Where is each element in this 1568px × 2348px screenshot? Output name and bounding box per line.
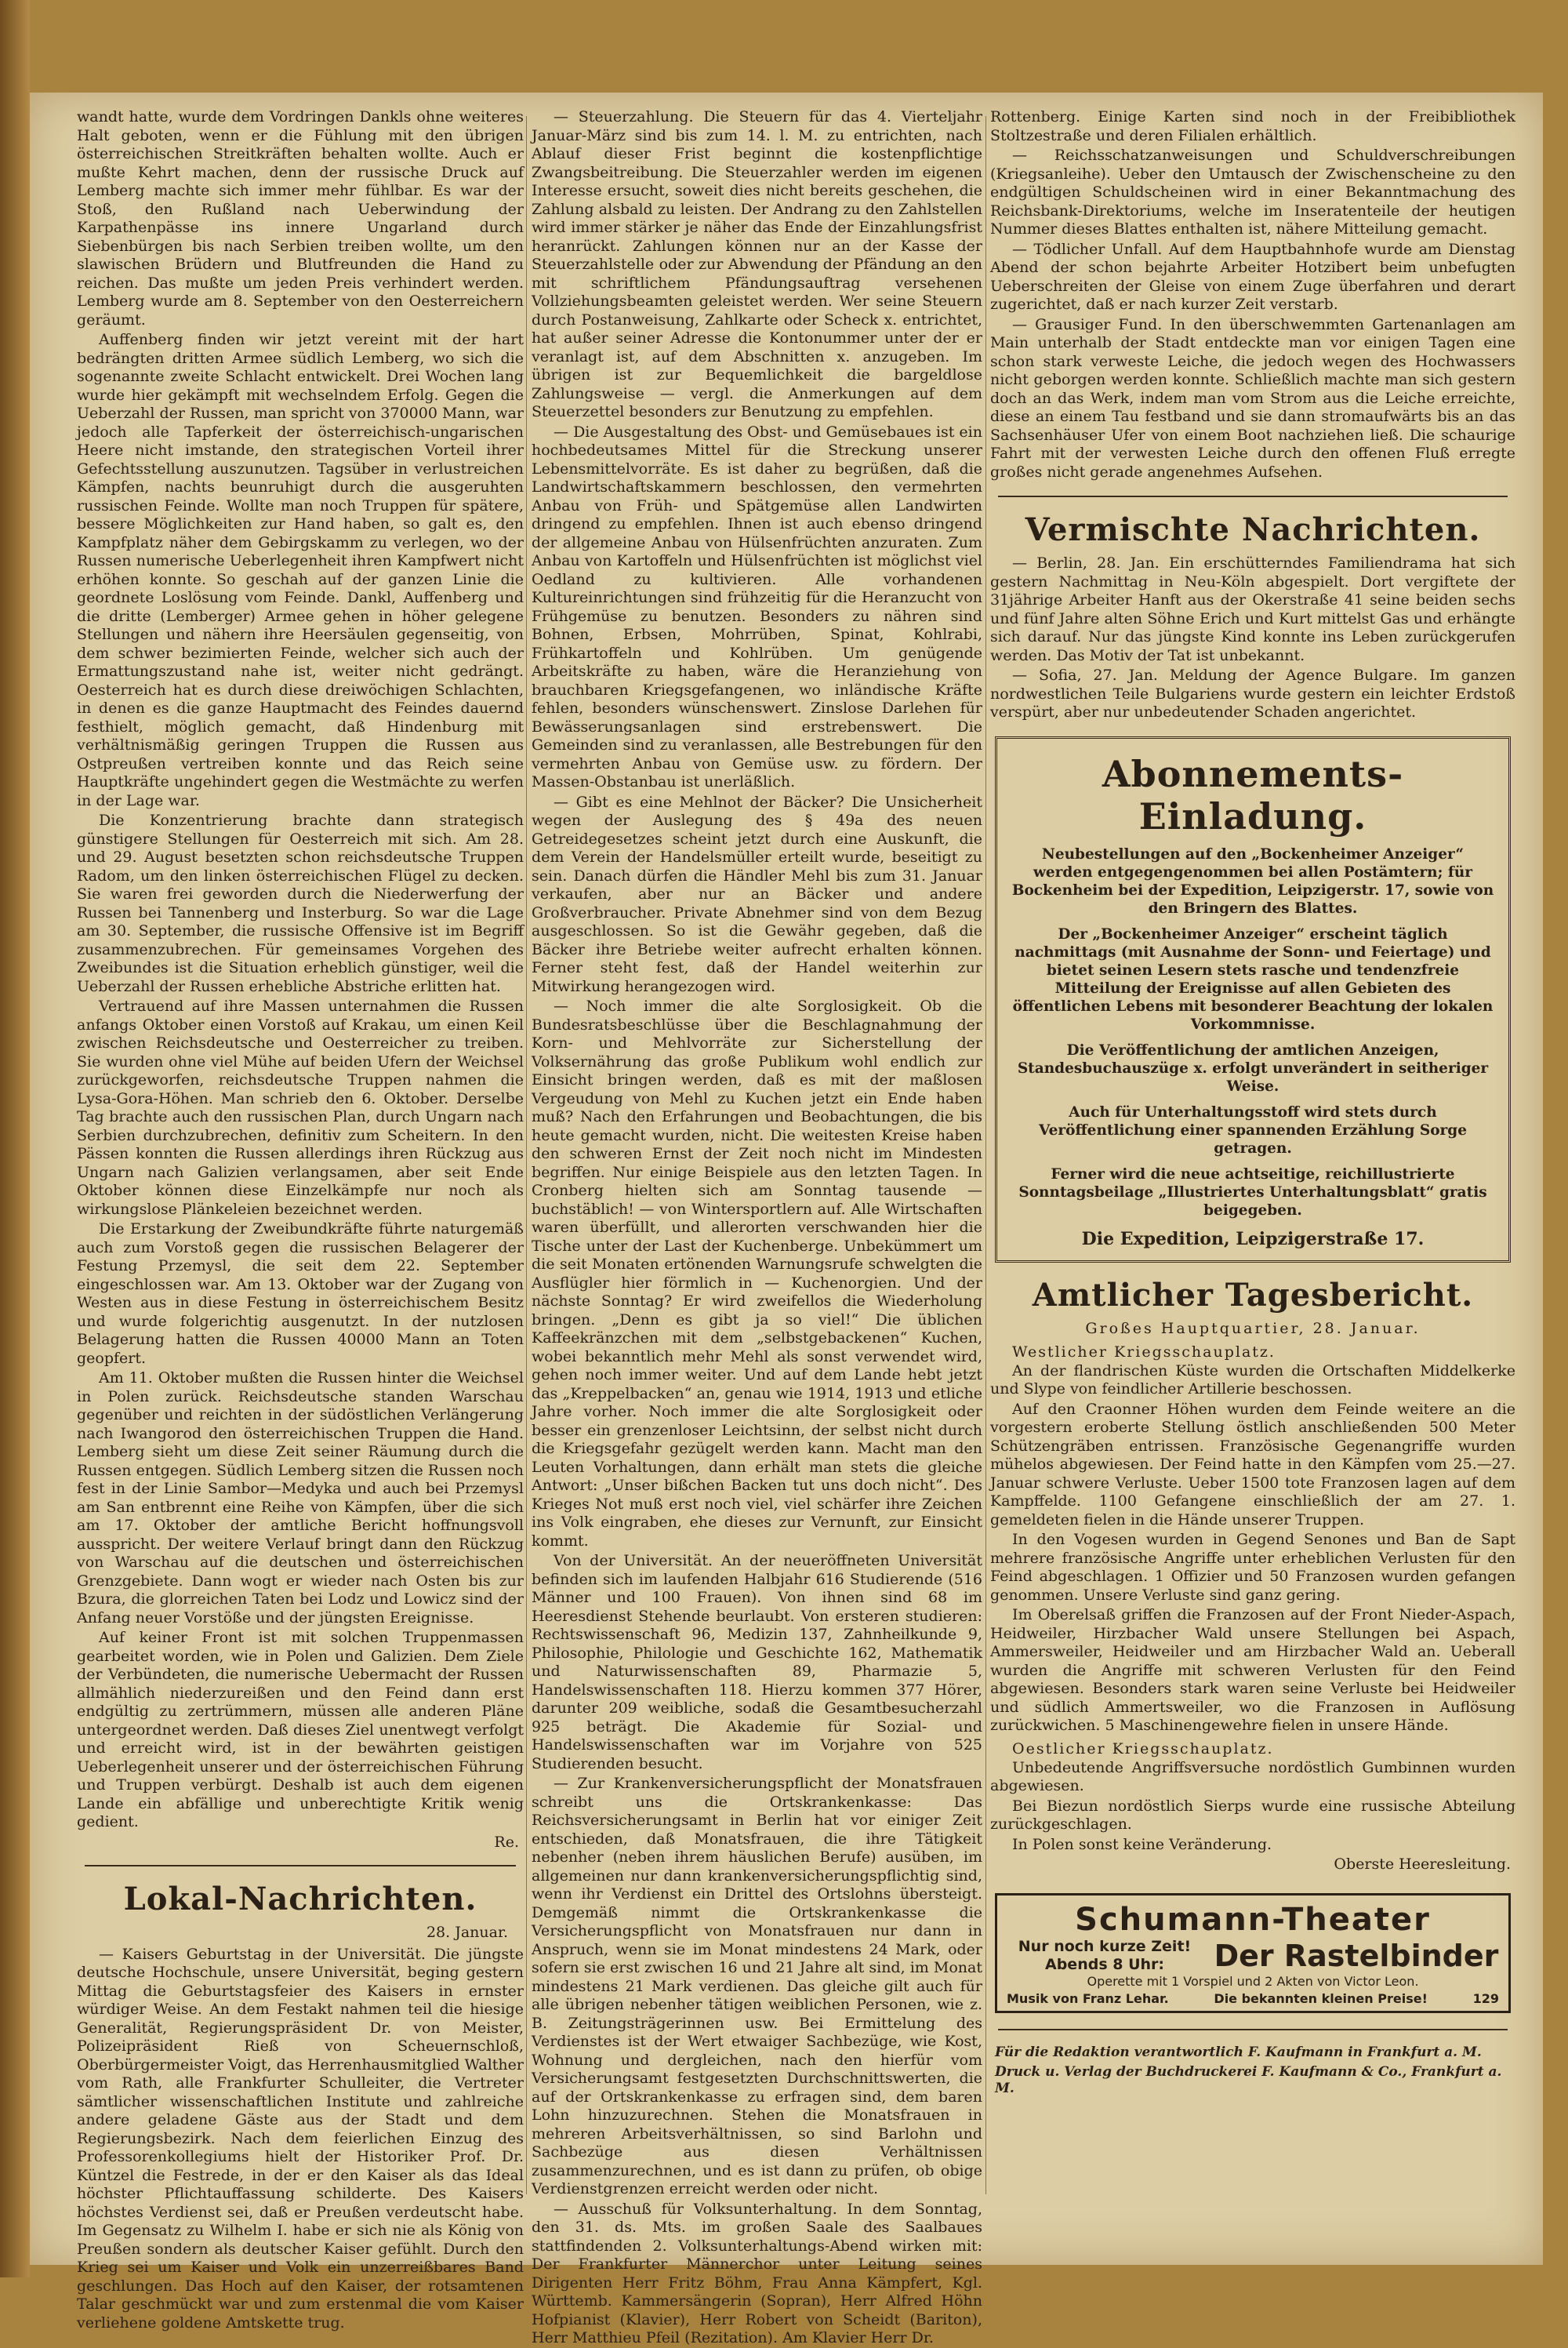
- report-paragraph: Bei Biezun nordöstlich Sierps wurde eine russische Abteilung zurückgeschlagen.: [990, 1797, 1515, 1833]
- news-item: — Tödlicher Unfall. Auf dem Hauptbahnhofe wurde am Dienstag Abend der schon bejahrte Arbeiter Hotzibert beim unbefugten Ueberschreiten der Gleise von einem Zuge überfahren und derart zugerichtet, daß er nach kurzer Zeit verstarb.: [990, 240, 1515, 313]
- report-paragraph: An der flandrischen Küste wurden die Ortschaften Middelkerke und Slype von feindlicher Artillerie beschossen.: [990, 1361, 1515, 1398]
- subscription-text: Die Veröffentlichung der amtlichen Anzeigen, Standesbuchauszüge x. erfolgt unverändert in seitheriger Weise.: [1017, 1041, 1489, 1095]
- war-report-paragraph: Die Konzentrierung brachte dann strategisch günstigere Stellungen für Oesterreich mit sich. Am 28. und 29. August besetzten schon reichsdeutsche Truppen Radom, um den linken österreichischen Flügel zu decken. Sie waren frei geworden durch die Niederwerfung der Russen bei Tannenberg und Insterburg. So war die Lage am 30. September, die russische Offensive ist im Begriff zusammenzubrechen. Für gemeinsames Vorgehen des Zweibundes ist die Situation erheblich günstiger, weil die Ueberzahl der Russen erhebliche Abstriche erlitten hat.: [77, 812, 524, 995]
- war-report-paragraph: wandt hatte, wurde dem Vordringen Dankls ohne weiteres Halt geboten, wenn er die Fühlung mit den übrigen österreichischen Streitkräften behalten wollte. Auch er mußte Kehrt machen, denn der russische Druck auf Lemberg machte sich immer mehr fühlbar. Es war der Stoß, den Rußland nach Ueberwindung der Karpathenpässe ins innere Ungarland durch Siebenbürgen bis nach Serbien treiben wollte, um den slawischen Brüdern und Blutfreunden die Hand zu reichen. Das mußte um jeden Preis verhindert werden. Lemberg wurde am 8. September von den Oesterreichern geräumt.: [77, 108, 524, 329]
- theater-play-title: Der Rastelbinder: [1214, 1939, 1499, 1973]
- news-item: Rottenberg. Einige Karten sind noch in der Freibibliothek Stoltzestraße und deren Filialen erhältlich.: [990, 108, 1515, 144]
- news-item: — Noch immer die alte Sorglosigkeit. Ob die Bundesratsbeschlüsse über die Beschlagnahmung der Korn- und Mehlvorräte zur Sicherstellung der Volksernährung das große Publikum wohl endlich zur Einsicht bringen werden, daß es mit der maßlosen Vergeudung von Mehl zu Kuchen jetzt ein Ende haben muß? Nach den Erfahrungen und Beobachtungen, die bis heute gemacht wurden, nicht. Die weitesten Kreise haben den schweren Ernst der Zeit noch nicht im Mindesten begriffen. Nur einige Beispiele aus den letzten Tagen. In Cronberg hielten sich am Sonntag tausende — buchstäblich! — von Wintersportlern auf. Alle Wirtschaften waren überfüllt, und allerorten verschwanden hier die Tische unter der Last der Kuchenberge. Unbekümmert um die seit Monaten ertönenden Warnungsrufe schwelgten die Ausflügler hier förmlich in — Kuchenorgien. Und der nächste Sonntag? Er wird zweifellos die Wiederholung bringen. „Denn es gibt ja so viel!“ Die üblichen Kaffeekränzchen mit dem „selbstgebackenen“ Kuchen, wobei bekanntlich mehr Mehl als sonst verwendet wird, gehen noch immer weiter. Und auf dem Lande hebt jetzt das „Kreppelbacken“ an, genau wie 1914, 1913 und etliche Jahre vorher. Noch immer die alte Sorglosigkeit oder besser ein grenzenloser Leichtsinn, der selbst nicht durch die Kriegsgefahr gezügelt werden kann. Macht man den Leuten Vorhaltungen, dann erhält man stets die gleiche Antwort: „Unser bißchen Backen tut uns doch nicht“. Des Krieges Not muß erst noch viel, viel schärfer ihre Zeichen ins Volk eingraben, ehe dieses zur Vernunft, zur Einsicht kommt.: [532, 998, 982, 1550]
- theater-footer: [1007, 1991, 1499, 2006]
- theater-advertisement: [995, 1893, 1511, 2013]
- article-signature: Re.: [494, 1833, 519, 1851]
- lokal-dateline: 28. Januar.: [426, 1923, 508, 1941]
- column-3: [990, 108, 1515, 2226]
- news-item: — Die Ausgestaltung des Obst- und Gemüsebaues ist ein hochbedeutsames Mittel für die Streckung unserer Lebensmittelvorräte. Es ist daher zu begrüßen, daß die Landwirtschaftskammern beschlossen, den vermehrten Anbau von Früh- und Spätgemüse allen Landwirten dringend zu empfehlen. Ihnen ist auch ebenso dringend der allgemeine Anbau von Hülsenfrüchten anzuraten. Zum Anbau von Kartoffeln und Hülsenfrüchten ist möglichst viel Oedland zu kultivieren. Alle vorhandenen Kultureinrichtungen sind frühzeitig für die Heranzucht von Frühgemüse zu benutzen. Besonders zu nähren sind Bohnen, Erbsen, Mohrrüben, Spinat, Kohlrabi, Frühkartoffeln und Kohlrüben. Um genügende Arbeitskräfte zu haben, wäre die Heranziehung von brauchbaren Kriegsgefangenen, wo inländische Kräfte fehlen, besonders wünschenswert. Zinslose Darlehen für Bewässerungsanlagen sind erstrebenswert. Die Gemeinden sind zu veranlassen, alle Bestrebungen für den vermehrten Anbau von Gemüse usw. zu fördern. Der Massen-Obstanbau ist unerläßlich.: [532, 423, 982, 791]
- subscription-advertisement: [995, 736, 1511, 1263]
- theater-main-row: [1007, 1938, 1499, 1974]
- war-report-paragraph: Am 11. Oktober mußten die Russen hinter die Weichsel in Polen zurück. Reichsdeutsche standen Warschau gegenüber und reichten in der südöstlichen Verlängerung nach Iwangorod den österreichischen Truppen die Hand. Lemberg sieht um diese Zeit seiner Räumung durch die Russen entgegen. Südlich Lemberg sitzen die Russen noch fest in der Linie Sambor—Medyka und auch bei Przemysl am San entbrennt eine Reihe von Kämpfen, über die sich am 17. Oktober der amtliche Bericht hoffnungsvoll ausspricht. Der weitere Verlauf bringt dann den Rückzug von Warschau auf die deutschen und österreichischen Grenzgebiete. Dann wogt er wieder nach Osten bis zur Bzura, die glorreichen Taten bei Lodz und Lowicz sind der Anfang neuer Vorstöße und der jüngsten Ereignisse.: [77, 1369, 524, 1627]
- theater-time-block: [1007, 1938, 1203, 1974]
- column-2: [532, 108, 982, 2346]
- misc-news-item: — Sofia, 27. Jan. Meldung der Agence Bulgare. Im ganzen nordwestlichen Teile Bulgariens wurde gestern ein leichter Erdstoß verspürt, aber nur unbedeutender Schaden angerichtet.: [990, 667, 1515, 721]
- report-paragraph: In den Vogesen wurden in Gegend Senones und Ban de Sapt mehrere französische Angriffe unter erheblichen Verlusten für den Feind abgeschlagen. 1 Offizier und 50 Franzosen wurden gefangen genommen. Unsere Verluste sind ganz gering.: [990, 1531, 1515, 1604]
- subscription-text: Auch für Unterhaltungsstoff wird stets durch Veröffentlichung einer spannenden Erzählung Sorge getragen.: [1038, 1103, 1468, 1157]
- imprint-line: Für die Redaktion verantwortlich F. Kaufmann in Frankfurt a. M.: [995, 2045, 1482, 2060]
- subscription-text: Ferner wird die neue achtseitige, reichillustrierte Sonntagsbeilage „Illustriertes Unterhaltungsblatt“ gratis beigegeben.: [1018, 1165, 1487, 1219]
- subscription-text: Der „Bockenheimer Anzeiger“ erscheint täglich nachmittags (mit Ausnahme der Sonn- und Feiertage) und bietet seinen Lesern stets rasche und tendenzfreie Mitteilung der Ereignisse auf allen Gebieten des öffentlichen Lebens mit besonderer Beachtung der lokalen Vorkommnisse.: [1012, 925, 1494, 1033]
- report-signature: Oberste Heeresleitung.: [1334, 1856, 1511, 1873]
- western-front-heading: Westlicher Kriegsschauplatz.: [1012, 1343, 1276, 1361]
- news-item: — Reichsschatzanweisungen und Schuldverschreibungen (Kriegsanleihe). Ueber den Umtausch der Zwischenscheine zu den endgültigen Schuldscheinen wird in einer Bekanntmachung des Reichsbank-Direktoriums, welche im Inseratenteile der heutigen Nummer dieses Blattes enthalten ist, nähere Mitteilung gemacht.: [990, 147, 1515, 238]
- subscription-heading: Abonnements-Einladung.: [1102, 752, 1404, 838]
- news-item: — Grausiger Fund. In den überschwemmten Gartenanlagen am Main unterhalb der Stadt entdeckte man vor einigen Tagen eine schon stark verweste Leiche, die jedoch wegen des Hochwassers nicht geborgen werden konnte. Schließlich machte man sich gestern doch an das Werk, indem man vom Strom aus die Leiche erreichte, diese an einem Tau festband und sie dann stromaufwärts bis an das Sachsenhäuser Ufer von einem Boot nachziehen ließ. Die schaurige Fahrt mit der verwesten Leiche durch den offenen Fluß erregte großes nicht gerade angenehmes Aufsehen.: [990, 315, 1515, 481]
- eastern-front-heading: Oestlicher Kriegsschauplatz.: [1012, 1739, 1274, 1757]
- report-dateline: Großes Hauptquartier, 28. Januar.: [1085, 1319, 1421, 1337]
- column-rule: [985, 116, 986, 2194]
- lokal-nachrichten-heading: Lokal-Nachrichten.: [123, 1880, 477, 1917]
- subscription-text: Neubestellungen auf den „Bockenheimer Anzeiger“ werden entgegengenommen bei allen Postämtern; für Bockenheim bei der Expedition, Leipzigerstr. 17, sowie von den Bringern des Blattes.: [1011, 845, 1494, 917]
- news-item: Von der Universität. An der neueröffneten Universität befinden sich im laufenden Halbjahr 616 Studierende (516 Männer und 100 Frauen). Von ihnen sind 68 im Heeresdienst Stehende beurlaubt. Von ersteren studieren: Rechtswissenschaft 96, Medizin 137, Zahnheilkunde 9, Philosophie, Philologie und Geschichte 162, Mathematik und Naturwissenschaften 89, Pharmazie 5, Handelswissenschaften 118. Hierzu kommen 377 Hörer, darunter 209 weibliche, sodaß die Gesamtbesucherzahl 925 beträgt. Die Akademie für Sozial- und Handelswissenschaften war im Vorjahre von 525 Studierenden besucht.: [532, 1552, 982, 1772]
- news-item: — Ausschuß für Volksunterhaltung. In dem Sonntag, den 31. ds. Mts. im großen Saale des Saalbaues stattfindenden 2. Volksunterhaltungs-Abend wirken mit: Der Frankfurter Männerchor unter Leitung seines Dirigenten Herr Fritz Böhm, Frau Anna Kämpfert, Kgl. Württemb. Kammersängerin (Sopran), Herr Alfred Höhn Hofpianist (Klavier), Herr Robert von Scheidt (Bariton), Herr Matthieu Pfeil (Rezitation). Am Klavier Herr Dr.: [532, 2200, 982, 2346]
- war-report-paragraph: Auf keiner Front ist mit solchen Truppenmassen gearbeitet worden, wie in Polen und Galizien. Dem Ziele der Verbündeten, die numerische Uebermacht der Russen allmählich niederzureißen und den Feind dann erst endgültig zu zertrümmern, müssen alle anderen Pläne untergeordnet werden. Daß dieses Ziel unentwegt verfolgt und erreicht wird, ist in der bewährten geistigen Ueberlegenheit unserer und der österreichischen Führung und Truppen verbürgt. Deshalb ist auch dem eigenen Lande ein abfällige und unberechtigte Kritik wenig gedient.: [77, 1629, 524, 1830]
- report-paragraph: In Polen sonst keine Veränderung.: [1012, 1835, 1272, 1853]
- vermischte-nachrichten-heading: Vermischte Nachrichten.: [1025, 511, 1481, 548]
- amtlicher-tagesbericht-heading: Amtlicher Tagesbericht.: [1032, 1276, 1474, 1314]
- page-binding-edge: [0, 0, 30, 2277]
- war-report-paragraph: Auffenberg finden wir jetzt vereint mit der hart bedrängten dritten Armee südlich Lemberg, wo sich die sogenannte zweite Schlacht entwickelt. Drei Wochen lang wurde hier gekämpft mit wechselndem Erfolg. Gegen die Ueberzahl der Russen, man spricht von 370000 Mann, war jedoch alle Tapferkeit der österreichisch-ungarischen Heere nicht imstande, den strategischen Vorteil ihrer Gefechtsstellung auszunutzen. Tagsüber in verlustreichen Kämpfen, nachts beunruhigt durch die ausgeruhten russischen Feinde. Wollte man noch Truppen für spätere, bessere Möglichkeiten zur Hand haben, so galt es, den Kampfplatz näher dem Gebirgskamm zu verlegen, wo der Russen numerische Ueberlegenheit ihren Kampfwert nicht erhöhen konnte. So geschah auf der ganzen Linie die geordnete Loslösung vom Feinde. Dankl, Auffenberg und die dritte (Lemberger) Armee gehen in höher gelegene Stellungen und nähern ihre Heersäulen gegenseitig, von dem schwer bezimierten Feinde, welcher sich auch der Ermattungszustand nahe ist, weiter nicht gedrängt. Oesterreich hat es durch diese dreiwöchigen Schlachten, in denen es die ganze Hauptmacht des Feindes dauernd festhielt, möglich gemacht, daß Hindenburg mit verhältnismäßig geringen Truppen die Russen aus Ostpreußen vertreiben konnte und das Reich seine Hauptkräfte ungehindert gegen die Westmächte zu werfen in der Lage war.: [77, 331, 524, 809]
- section-divider: [998, 2029, 1508, 2030]
- report-paragraph: Unbedeutende Angriffsversuche nordöstlich Gumbinnen wurden abgewiesen.: [990, 1758, 1515, 1794]
- theater-ad-number: 129: [1472, 1991, 1499, 2006]
- section-divider: [998, 496, 1508, 497]
- war-report-paragraph: Die Erstarkung der Zweibundkräfte führte naturgemäß auch zum Vorstoß gegen die russischen Belagerer der Festung Przemysl, die seit dem 22. September eingeschlossen war. Am 13. Oktober war der Zugang von Westen aus in diese Festung in österreichischem Besitz und wurde folgerichtig ausgenutzt. In der nutzlosen Belagerung hatten die Russen 40000 Mann an Toten geopfert.: [77, 1220, 524, 1367]
- column-rule: [526, 116, 527, 2194]
- news-item: — Gibt es eine Mehlnot der Bäcker? Die Unsicherheit wegen der Auslegung des § 49a des neuen Getreidegesetzes scheint jetzt durch eine Auskunft, die dem Verein der Handelsmüller erteilt wurde, beseitigt zu sein. Danach dürfen die Händler Mehl bis zum 31. Januar verkaufen, aber nur an Bäcker und andere Großverbraucher. Private Abnehmer sind von dem Bezug ausgeschlossen. So ist die Gewähr gegeben, daß die Bäcker ihre Betriebe weiter aufrecht erhalten können. Ferner steht fest, daß der Handel weiterhin zur Mitwirkung herangezogen wird.: [532, 793, 982, 995]
- theater-name: Schumann-Theater: [1075, 1902, 1431, 1938]
- war-report-paragraph: Vertrauend auf ihre Massen unternahmen die Russen anfangs Oktober einen Vorstoß auf Krakau, um einen Keil zwischen Reichsdeutsche und Oesterreicher zu treiben. Sie wurden ohne viel Mühe auf beiden Ufern der Weichsel zurückgeworfen, reichsdeutsche Truppen nahmen die Lysa-Gora-Höhen. Man schrieb den 6. Oktober. Derselbe Tag brachte auch den russischen Plan, durch Ungarn nach Serbien durchzubrechen, definitiv zum Scheitern. In den Pässen konnten die Russen allerdings ihren Rückzug aus Ungarn nach Galizien verlangsamen, aber seit Ende Oktober können diese Einzelkämpfe nur noch als wirkungslose Plänkeleien bezeichnet werden.: [77, 998, 524, 1218]
- news-item: — Zur Krankenversicherungspflicht der Monatsfrauen schreibt uns die Ortskrankenkasse: Das Reichsversicherungsamt in Berlin hat vor einiger Zeit entschieden, daß Monatsfrauen, die ihre Tätigkeit nebenher (neben ihrem häuslichen Berufe) ausüben, im allgemeinen nur dann krankenversicherungspflichtig sind, wenn ihr Verdienst ein Drittel des Ortslohns übersteigt. Demgemäß nimmt die Ortskrankenkasse die Versicherungspflicht von Monatsfrauen nur dann in Anspruch, wenn sie im Monat mindestens 24 Mark, oder sofern sie erst zwischen 16 und 21 Jahre alt sind, im Monat mindestens 21 Mark verdienen. Das gleiche gilt auch für alle übrigen nebenher tätigen weiblichen Personen, wie z. B. Zeitungsträgerinnen usw. Bei Ermittelung des Verdienstes ist der Wert etwaiger Sachbezüge, wie Kost, Wohnung und dergleichen, nach den hierfür vom Versicherungsamt festgesetzten Durchschnittswerten, die auf der Ortskrankenkasse zu erfragen sind, dem baren Lohn hinzuzurechnen. Stehen die Monatsfrauen in mehreren Arbeitsverhältnissen, so sind Barlohn und Sachbezüge aus diesen Verhältnissen zusammenzurechnen, und es ist dann zu prüfen, ob obige Verdienstgrenzen erreicht werden oder nicht.: [532, 1775, 982, 2197]
- report-paragraph: Auf den Craonner Höhen wurden dem Feinde weitere an die vorgestern eroberte Stellung östlich anschließenden 500 Meter Schützengräben entrissen. Französische Gegenangriffe wurden mühelos abgewiesen. Der Feind hatte in den Kämpfen vom 25.—27. Januar schwere Verluste. Ueber 1500 tote Franzosen lagen auf dem Kampffelde. 1100 Gefangene einschließlich der am 27. 1. gemeldeten fielen in die Hände unserer Truppen.: [990, 1400, 1515, 1528]
- theater-notice: Nur noch kurze Zeit!: [1018, 1938, 1192, 1955]
- theater-play-details: Operette mit 1 Vorspiel und 2 Akten von Victor Leon.: [1087, 1974, 1419, 1989]
- theater-prices: Die bekannten kleinen Preise!: [1214, 1991, 1428, 2006]
- section-divider: [85, 1865, 516, 1866]
- newspaper-page: [30, 93, 1543, 2346]
- imprint-line: Druck u. Verlag der Buchdruckerei F. Kaufmann & Co., Frankfurt a. M.: [995, 2064, 1502, 2096]
- theater-showtime: Abends 8 Uhr:: [1045, 1956, 1164, 1973]
- column-1: [77, 108, 524, 2332]
- news-item: — Steuerzahlung. Die Steuern für das 4. Vierteljahr Januar-März sind bis zum 14. l. M. zu entrichten, nach Ablauf dieser Frist beginnt die kostenpflichtige Zwangsbeitreibung. Die Steuerzahler werden im eigenen Interesse ersucht, soweit dies nicht bereits geschehen, die Zahlung alsbald zu leisten. Der Andrang zu den Zahlstellen wird immer stärker je näher das Ende der Einzahlungsfrist heranrückt. Zahlungen können nur an der Kasse der Steuerzahlstelle oder zur Abwendung der Pfändung an den mit schriftlichem Pfändungsauftrag versehenen Vollziehungsbeamten geleistet werden. Wer seine Steuern durch Postanweisung, Zahlkarte oder Scheck x. entrichtet, hat außer seiner Adresse die Kontonummer unter der er veranlagt ist, auf dem Abschnitten x. anzugeben. Im übrigen ist zur Bequemlichkeit die bargeldlose Zahlungsweise — vergl. die Anmerkungen auf dem Steuerzettel besonders zur Benutzung zu empfehlen.: [532, 108, 982, 420]
- report-paragraph: Im Oberelsaß griffen die Franzosen auf der Front Nieder-Aspach, Heidweiler, Hirzbacher Wald unsere Stellungen bei Aspach, Ammersweiler, Heidweiler und am Hirzbacher Wald an. Ueberall wurden die Angriffe mit schweren Verlusten für den Feind abgewiesen. Besonders stark waren seine Verluste bei Heidweiler und südlich Ammertsweiler, wo die Franzosen in Auflösung zurückwichen. 5 Maschinengewehre fielen in unsere Hände.: [990, 1606, 1515, 1734]
- subscription-signature: Die Expedition, Leipzigerstraße 17.: [1081, 1228, 1425, 1249]
- lokal-paragraph: — Kaisers Geburtstag in der Universität. Die jüngste deutsche Hochschule, unsere Universität, beging gestern Mittag die Geburtstagsfeier des Kaisers in ernster würdiger Weise. An dem Festakt nahmen teil die hiesige Generalität, Regierungspräsident Dr. von Meister, Polizeipräsident Rieß von Scheuernschloß, Oberbürgermeister Voigt, das Herrenhausmitglied Walther vom Rath, alle Frankfurter Schulleiter, die Vertreter sämtlicher wissenschaftlichen Institute und zahlreiche andere geladene Gäste aus der Stadt und dem Regierungsbezirk. Nach dem feierlichen Einzug des Professorenkollegiums hielt der Historiker Prof. Dr. Küntzel die Festrede, in der er den Kaiser als das Ideal höchster Pflichtauffassung schilderte. Des Kaisers höchstes Verdienst sei, daß er Preußen verdeutscht habe. Im Gegensatz zu Wilhelm I. habe er sich nie als König von Preußen sondern als deutscher Kaiser gefühlt. Durch den Krieg sei um Kaiser und Volk ein unzerreißbares Band geschlungen. Das Hoch auf den Kaiser, der rotsamtenen Talar geschmückt war und zum erstenmal die vom Kaiser verliehene goldene Amtskette trug.: [77, 1945, 524, 2332]
- misc-news-item: — Berlin, 28. Jan. Ein erschütterndes Familiendrama hat sich gestern Nachmittag in Neu-Köln abgespielt. Dort vergiftete der 31jährige Arbeiter Hanft aus der Okerstraße 41 seine beiden sechs und fünf Jahre alten Söhne Erich und Kurt mittelst Gas und erhängte sich darauf. Nur das jüngste Kind konnte ins Leben zurückgerufen werden. Das Motiv der Tat ist unbekannt.: [990, 554, 1515, 664]
- theater-composer: Musik von Franz Lehar.: [1007, 1991, 1169, 2006]
